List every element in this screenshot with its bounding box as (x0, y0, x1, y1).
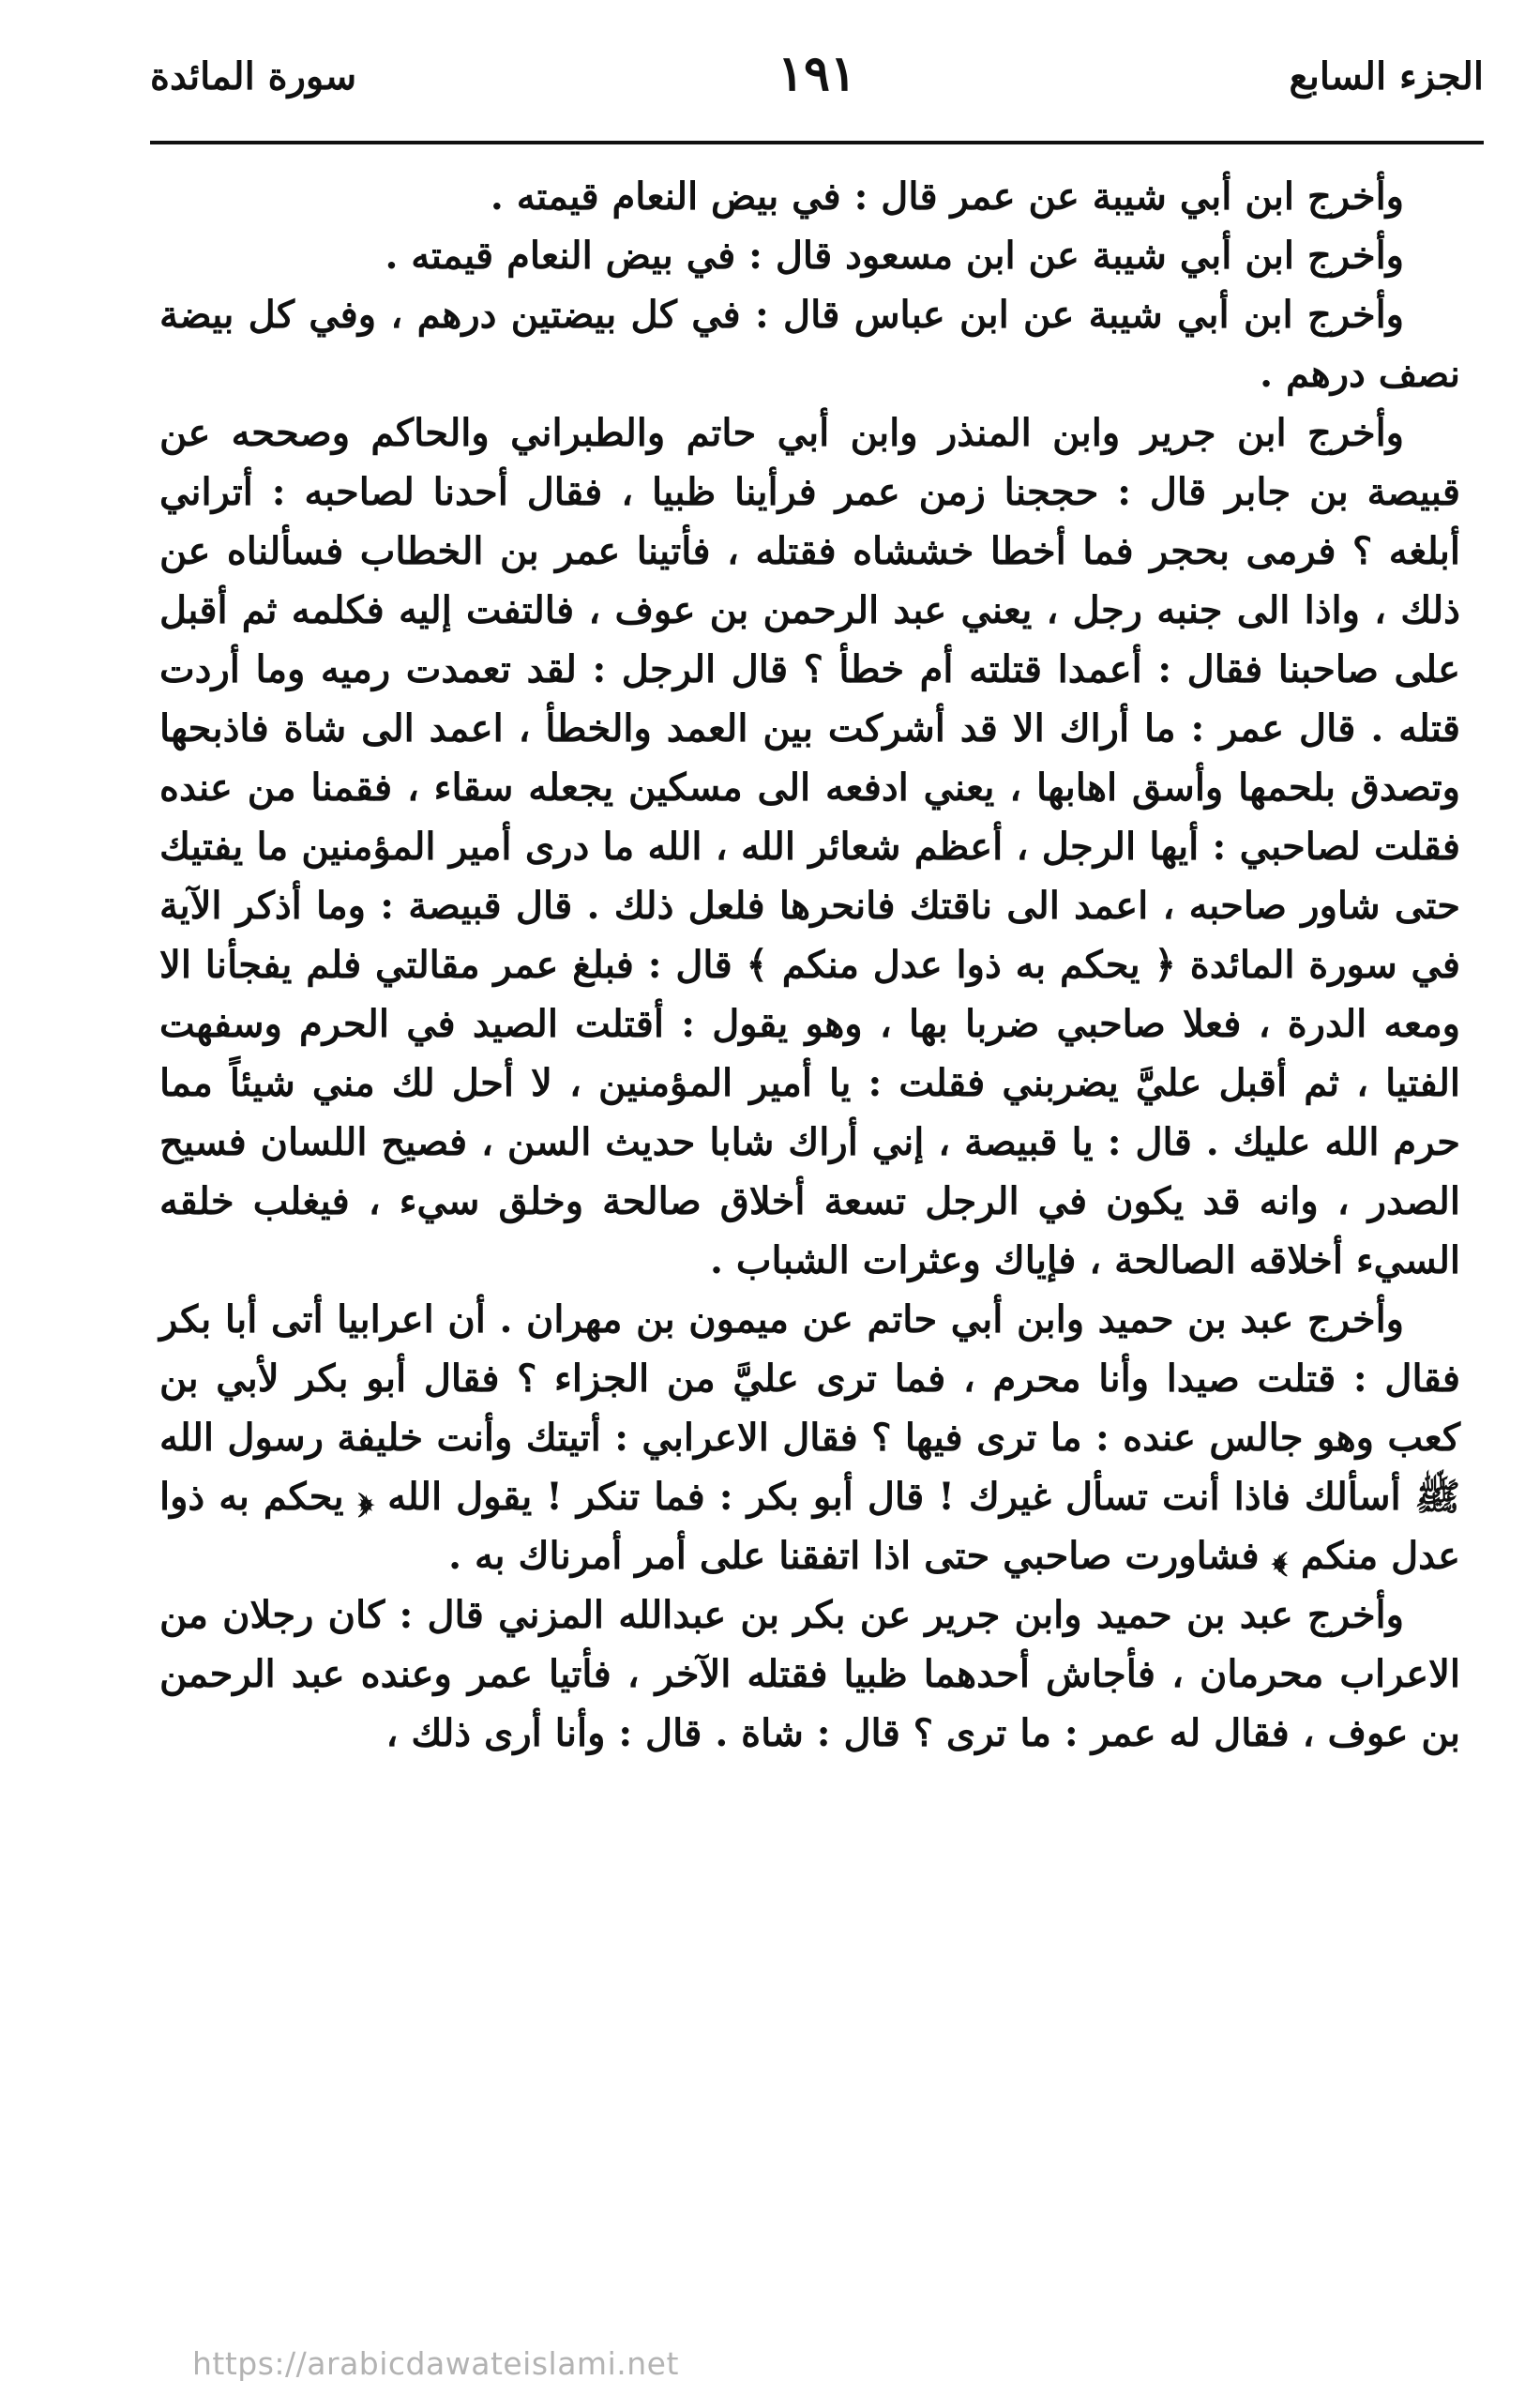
watermark-url: https://arabicdawateislami.net (192, 2345, 679, 2382)
page-body (159, 167, 1460, 1763)
paragraph: وأخرج ابن جرير وابن المنذر وابن أبي حاتم والطبراني والحاكم وصححه عن قبيصة بن جابر قال : حججنا زمن عمر فرأينا ظبيا ، فقال أحدنا لصاحبه : أتراني أبلغه ؟ فرمى بحجر فما أخطا خششاه فقتله ، فأتينا عمر بن الخطاب فسألناه عن ذلك ، واذا الى جنبه رجل ، يعني عبد الرحمن بن عوف ، فالتفت إليه فكلمه ثم أقبل على صاحبنا فقال : أعمدا قتلته أم خطأ ؟ قال الرجل : لقد تعمدت رميه وما أردت قتله . قال عمر : ما أراك الا قد أشركت بين العمد والخطأ ، اعمد الى شاة فاذبحها وتصدق بلحمها وأسق اهابها ، يعني ادفعه الى مسكين يجعله سقاء ، فقمنا من عنده فقلت لصاحبي : أيها الرجل ، أعظم شعائر الله ، الله ما درى أمير المؤمنين ما يفتيك حتى شاور صاحبه ، اعمد الى ناقتك فانحرها فلعل ذلك . قال قبيصة : وما أذكر الآية في سورة المائدة ﴿ يحكم به ذوا عدل منكم ﴾ قال : فبلغ عمر مقالتي فلم يفجأنا الا ومعه الدرة ، فعلا صاحبي ضربا بها ، وهو يقول : أقتلت الصيد في الحرم وسفهت الفتيا ، ثم أقبل عليَّ يضربني فقلت : يا أمير المؤمنين ، لا أحل لك مني شيئاً مما حرم الله عليك . قال : يا قبيصة ، إني أراك شابا حديث السن ، فصيح اللسان فسيح الصدر ، وانه قد يكون في الرجل تسعة أخلاق صالحة وخلق سيء ، فيغلب خلقه السيء أخلاقه الصالحة ، فإياك وعثرات الشباب . (159, 411, 1461, 1282)
paragraph: وأخرج ابن أبي شيبة عن ابن عباس قال : في كل بيضتين درهم ، وفي كل بيضة نصف درهم . (159, 293, 1460, 396)
paragraph: وأخرج عبد بن حميد وابن أبي حاتم عن ميمون بن مهران . أن اعرابيا أتى أبا بكر فقال : قتلت صيدا وأنا محرم ، فما ترى عليَّ من الجزاء ؟ فقال أبو بكر لأبي بن كعب وهو جالس عنده : ما ترى فيها ؟ فقال الاعرابي : أتيتك وأنت خليفة رسول الله ﷺ أسألك فاذا أنت تسأل غيرك ! قال أبو بكر : فما تنكر ! يقول الله ﴿ يحكم به ذوا عدل منكم ﴾ فشاورت صاحبي حتى اذا اتفقنا على أمر أمرناك به . (159, 1297, 1460, 1578)
header-rule (150, 141, 1484, 144)
paragraph: وأخرج ابن أبي شيبة عن عمر قال : في بيض النعام قيمته . (490, 174, 1404, 219)
paragraph: وأخرج ابن أبي شيبة عن ابن مسعود قال : في بيض النعام قيمته . (385, 234, 1404, 278)
page-header (150, 38, 1484, 103)
part-title: الجزء السابع (1289, 54, 1484, 99)
page-number: ١٩١ (778, 45, 856, 102)
paragraph: وأخرج عبد بن حميد وابن جرير عن بكر بن عبدالله المزني قال : كان رجلان من الاعراب محرمان ، فأجاش أحدهما ظبيا فقتله الآخر ، فأتيا عمر وعنده عبد الرحمن بن عوف ، فقال له عمر : ما ترى ؟ قال : شاة . قال : وأنا أرى ذلك ، (159, 1593, 1460, 1755)
surah-title: سورة المائدة (150, 54, 357, 99)
